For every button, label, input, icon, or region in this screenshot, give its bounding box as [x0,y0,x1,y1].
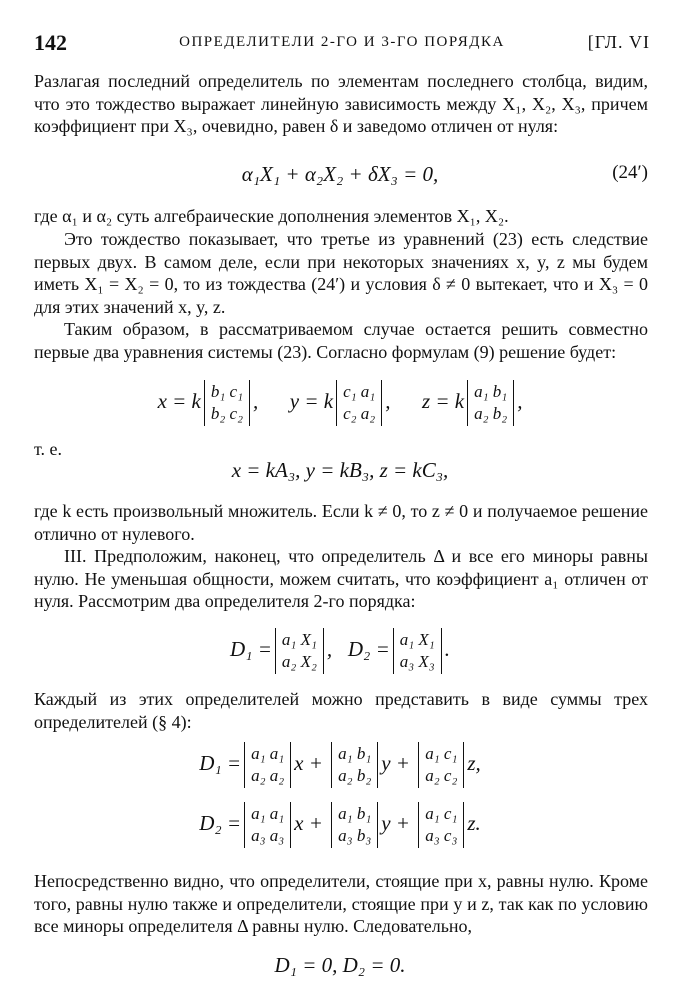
determinant-d1-aa: a₁ a₁ a₂ a₂ [244,742,291,788]
formula-24prime [0,162,680,187]
running-title: ОПРЕДЕЛИТЕЛИ 2-ГО И 3-ГО ПОРЯДКА [179,34,505,50]
determinant-z: a₁ b₁ a₂ b₂ [467,380,514,426]
paragraph-6: где k есть произвольный множитель. Если k ≠ 0, то z ≠ 0 и получаемое решение отлично от нулевого. [34,501,648,544]
determinant-d1-ac: a₁ c₁ a₂ c₂ [418,742,464,788]
equation-label: (24′) [612,162,648,183]
determinant-y: c₁ a₁ c₂ a₂ [336,380,382,426]
formula-d2-expansion: D₂ = a₁ a₁ a₃ a₃ x + a₁ b₁ a₃ b₃ y + a₁ c₁ a₃ c₃ z. [0,802,680,848]
paragraph-3: Это тождество показывает, что третье из уравнений (23) есть следствие первых двух. В самом деле, если при некоторых значениях x, y, z мы будем иметь X₁ = X₂ = 0, то из тождества (24′) и условия δ ≠ 0 вытекает, что и X₃ = 0 для этих значений x, y, z. [34,229,648,317]
formula-d1-expansion: D₁ = a₁ a₁ a₂ a₂ x + a₁ b₁ a₂ b₂ y + a₁ c₁ a₂ c₂ z, [0,742,680,788]
page-number: 142 [34,30,67,55]
determinant-d1-ab: a₁ b₁ a₂ b₂ [331,742,378,788]
paragraph-7: III. Предположим, наконец, что определитель Δ и все его миноры равны нулю. Не уменьшая общности, можем считать, что коэффициент a₁ отличен от нуля. Рассмотрим два определителя 2-го порядка: [34,546,648,611]
paragraph-9: Непосредственно видно, что определители, стоящие при x, равны нулю. Кроме того, равны нулю также и определители, стоящие при y и z, так как по условию все миноры определителя Δ равны нулю. Следовательно, [34,871,648,936]
determinant-d2: a₁ X₁ a₃ X₃ [393,628,442,674]
paragraph-4: Таким образом, в рассматриваемом случае остается решить совместно первые два уравнения системы (23). Согласно формулам (9) решение будет: [34,319,648,362]
determinant-d2-aa: a₁ a₁ a₃ a₃ [244,802,291,848]
paragraph-1: Разлагая последний определитель по элементам последнего столбца, видим, что это тождество выражает линейную зависимость между X₁, X₂, X₃, причем коэффициент при X₃, очевидно, равен δ и заведомо отличен от нуля: [34,71,648,136]
formula-d1-d2: D₁ = a₁ X₁ a₂ X₂ , D₂ = a₁ X₁ a₃ X₃ . [0,628,680,674]
paragraph-2: где α₁ и α₂ суть алгебраические дополнения элементов X₁, X₂. [34,206,509,226]
formula-solution-cofactors: x = kA₃, y = kB₃, z = kC₃, [231,458,449,482]
formula-24prime-body: α₁X₁ + α₂X₂ + δX₃ = 0, [241,162,439,186]
determinant-d2-ac: a₁ c₁ a₃ c₃ [418,802,464,848]
determinant-d2-ab: a₁ b₁ a₃ b₃ [331,802,378,848]
paragraph-5: т. е. [34,439,63,459]
determinant-d1: a₁ X₁ a₂ X₂ [275,628,324,674]
paragraph-8: Каждый из этих определителей можно представить в виде суммы трех определителей (§ 4): [34,689,648,732]
determinant-x: b₁ c₁ b₂ c₂ [204,380,250,426]
formula-solution-determinants: x = k b₁ c₁ b₂ c₂ , y = k c₁ a₁ c₂ a₂ , z = k a₁ b₁ a₂ b₂ , [0,380,680,426]
running-header [34,30,650,56]
formula-d-zero: D₁ = 0, D₂ = 0. [274,953,406,977]
chapter-marker: [ГЛ. VI [587,32,650,52]
